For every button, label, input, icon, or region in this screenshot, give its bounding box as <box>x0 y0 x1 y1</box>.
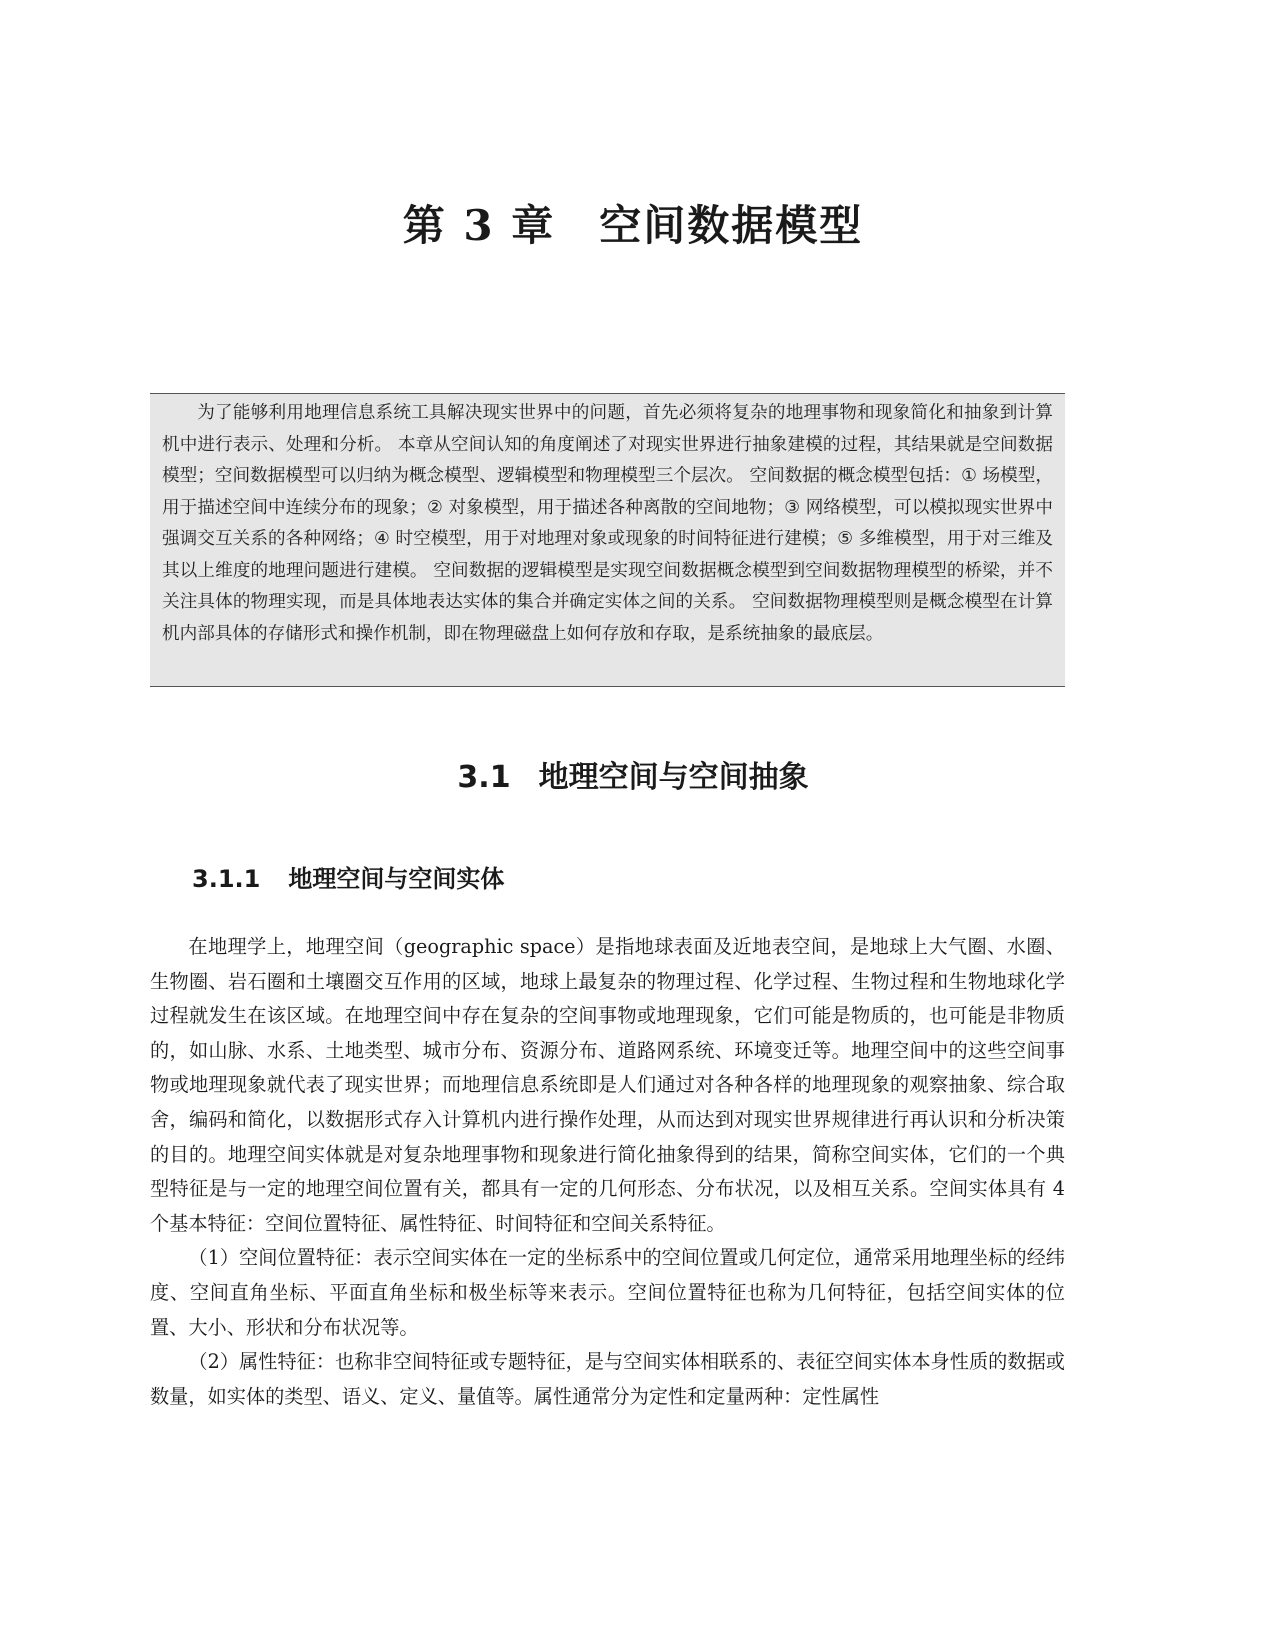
body-paragraph: （2）属性特征：也称非空间特征或专题特征，是与空间实体相联系的、表征空间实体本身性质的数据或数量，如实体的类型、语义、定义、量值等。属性通常分为定性和定量两种：定性属性 <box>150 1350 1065 1408</box>
body-paragraph: （1）空间位置特征：表示空间实体在一定的坐标系中的空间位置或几何定位，通常采用地理坐标的经纬度、空间直角坐标、平面直角坐标和极坐标等来表示。空间位置特征也称为几何特征，包括空间实体的位置、大小、形状和分布状况等。 <box>150 1246 1065 1339</box>
subsection-heading <box>192 862 504 896</box>
subsection-title-text: 地理空间与空间实体 <box>288 865 505 893</box>
section-title-text: 地理空间与空间抽象 <box>538 760 809 795</box>
subsection-number: 3.1.1 <box>192 865 261 893</box>
chapter-number: 第 3 章 <box>402 201 556 250</box>
section-heading <box>0 758 1266 798</box>
body-paragraph: 在地理学上，地理空间（geographic space）是指地球表面及近地表空间，是地球上大气圈、水圈、生物圈、岩石圈和土壤圈交互作用的区域，地球上最复杂的物理过程、化学过程、生物过程和生物地球化学过程就发生在该区域。在地理空间中存在复杂的空间事物或地理现象，它们可能是物质的，也可能是非物质的，如山脉、水系、土地类型、城市分布、资源分布、道路网系统、环境变迁等。地理空间中的这些空间事物或地理现象就代表了现实世界；而地理信息系统即是人们通过对各种各样的地理现象的观察抽象、综合取舍，编码和简化，以数据形式存入计算机内进行操作处理，从而达到对现实世界规律进行再认识和分析决策的目的。地理空间实体就是对复杂地理事物和现象进行简化抽象得到的结果，简称空间实体，它们的一个典型特征是与一定的地理空间位置有关，都具有一定的几何形态、分布状况，以及相互关系。空间实体具有 4 个基本特征：空间位置特征、属性特征、时间特征和空间关系特征。 <box>150 935 1065 1235</box>
chapter-abstract-text: 为了能够利用地理信息系统工具解决现实世界中的问题，首先必须将复杂的地理事物和现象简化和抽象到计算机中进行表示、处理和分析。 本章从空间认知的角度阐述了对现实世界进行抽象建模的过程，其结果就是空间数据模型；空间数据模型可以归纳为概念模型、逻辑模型和物理模型三个层次。 空间数据的概念模型包括：① 场模型，用于描述空间中连续分布的现象；② 对象模型，用于描述各种离散的空间地物；③ 网络模型，可以模拟现实世界中强调交互关系的各种网络；④ 时空模型，用于对地理对象或现象的时间特征进行建模；⑤ 多维模型，用于对三维及其以上维度的地理问题进行建模。 空间数据的逻辑模型是实现空间数据概念模型到空间数据物理模型的桥梁，并不关注具体的物理实现，而是具体地表达实体的集合并确定实体之间的关系。 空间数据物理模型则是概念模型在计算机内部具体的存储形式和操作机制，即在物理磁盘上如何存放和存取，是系统抽象的最底层。 <box>162 403 1053 644</box>
chapter-title <box>0 200 1266 252</box>
section-number: 3.1 <box>457 760 511 795</box>
body-text <box>150 930 1065 1414</box>
chapter-abstract-box <box>150 393 1065 687</box>
chapter-title-text: 空间数据模型 <box>599 201 864 250</box>
